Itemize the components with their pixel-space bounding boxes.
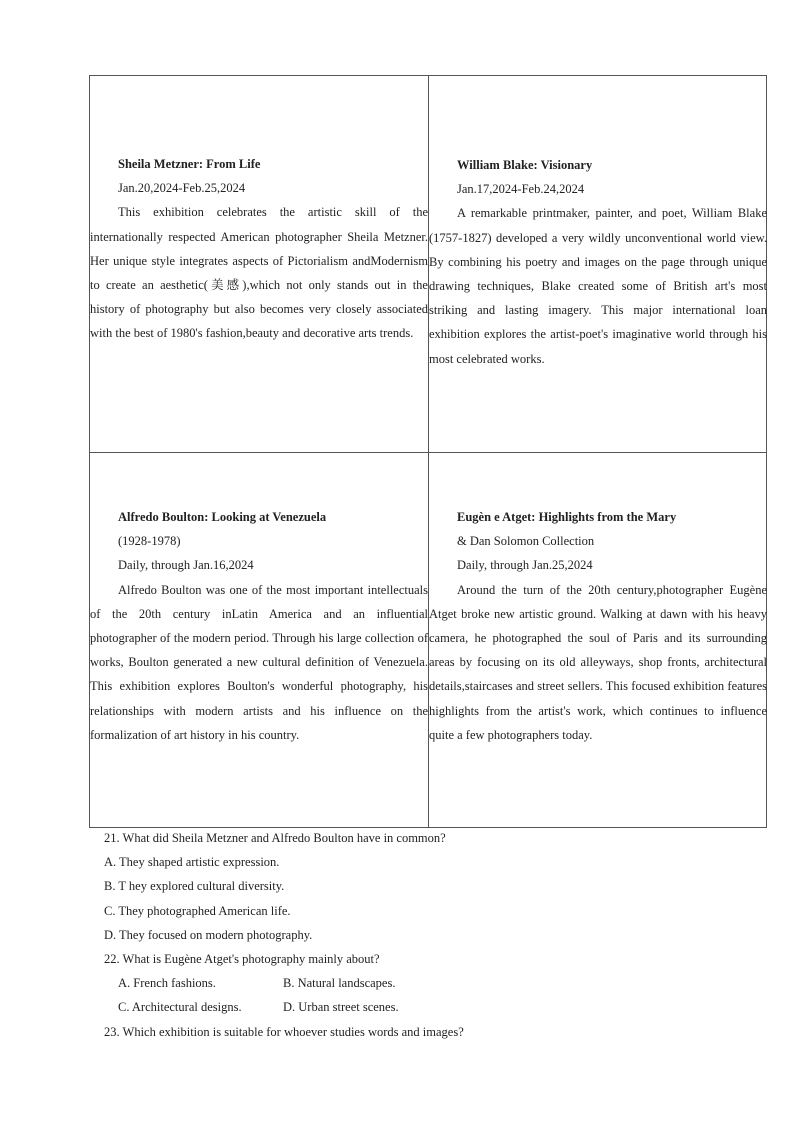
q22-options-row-2: [104, 995, 764, 1019]
q22-option-a: A. French fashions.: [118, 976, 216, 991]
exhibition-description: Alfredo Boulton was one of the most important intellectuals of the 20th century inLatin America and an influential photographer of the modern period. Through his large collection of works, Boulton generated a new cultural definition of Venezuela. This exhibition explores Boulton's wonderful photography, his relationships with modern artists and his influence on the formalization of art history in his country.: [90, 582, 428, 742]
exhibition-dates: Jan.17,2024-Feb.24,2024: [457, 182, 585, 197]
q22-options-row-1: [104, 971, 764, 995]
question-21: 21. What did Sheila Metzner and Alfredo Boulton have in common?: [104, 831, 446, 845]
q21-option-a: A. They shaped artistic expression.: [104, 855, 280, 870]
q22-option-b: B. Natural landscapes.: [283, 976, 396, 991]
q21-option-d: D. They focused on modern photography.: [104, 927, 313, 942]
exhibition-dates: Jan.20,2024-Feb.25,2024: [118, 181, 246, 196]
exhibition-dates: Daily, through Jan.25,2024: [457, 558, 593, 573]
exhibition-description: This exhibition celebrates the artistic skill of the internationally respected American photographer Sheila Metzner. Her unique style integrates aspects of Pictorialism andModernism to create an aesthetic(美感),which not only stands out in the history of photography but also becomes very closely associated with the best of 1980's fashion,beauty and decorative arts trends.: [90, 205, 428, 341]
exhibition-dates: Daily, through Jan.16,2024: [118, 558, 254, 573]
exhibition-subtitle: (1928-1978): [118, 534, 181, 549]
q21-option-b: B. T hey explored cultural diversity.: [104, 879, 285, 894]
question-23: 23. Which exhibition is suitable for whoever studies words and images?: [104, 1024, 464, 1039]
exhibition-title: Sheila Metzner: From Life: [118, 157, 261, 171]
exhibition-cell-metzner: [90, 152, 428, 346]
exhibition-description: A remarkable printmaker, painter, and poet, William Blake (1757-1827) developed a very wildly unconventional world view. By combining his poetry and images on the page through unique drawing techniques, Blake created some of British art's most striking and lasting imagery. This major international loan exhibition explores the artist-poet's imaginative world through his most celebrated works.: [429, 206, 767, 366]
table-divider-horizontal: [90, 452, 766, 453]
q22-option-d: D. Urban street scenes.: [283, 1000, 399, 1015]
exhibition-table: [89, 75, 767, 828]
exhibition-cell-atget: [429, 505, 767, 747]
question-list: [104, 826, 764, 1044]
exhibition-cell-boulton: [90, 505, 428, 747]
exhibition-description: Around the turn of the 20th century,photographer Eugène Atget broke new artistic ground. Walking at dawn with his heavy camera, he photographed the soul of Paris and its surrounding areas by focusing on its old alleyways, shop fronts, architectural details,staircases and street sellers. This focused exhibition features highlights from the artist's work, which continues to influence quite a few photographers today.: [429, 582, 767, 742]
exhibition-title: Alfredo Boulton: Looking at Venezuela: [118, 510, 327, 524]
q21-option-c: C. They photographed American life.: [104, 903, 291, 918]
exhibition-title: Eugèn e Atget: Highlights from the Mary: [457, 510, 677, 524]
exhibition-title: William Blake: Visionary: [457, 158, 593, 172]
question-22: 22. What is Eugène Atget's photography mainly about?: [104, 952, 380, 967]
exhibition-cell-blake: [429, 153, 767, 371]
exhibition-subtitle: & Dan Solomon Collection: [457, 534, 595, 549]
q22-option-c: C. Architectural designs.: [118, 1000, 242, 1015]
